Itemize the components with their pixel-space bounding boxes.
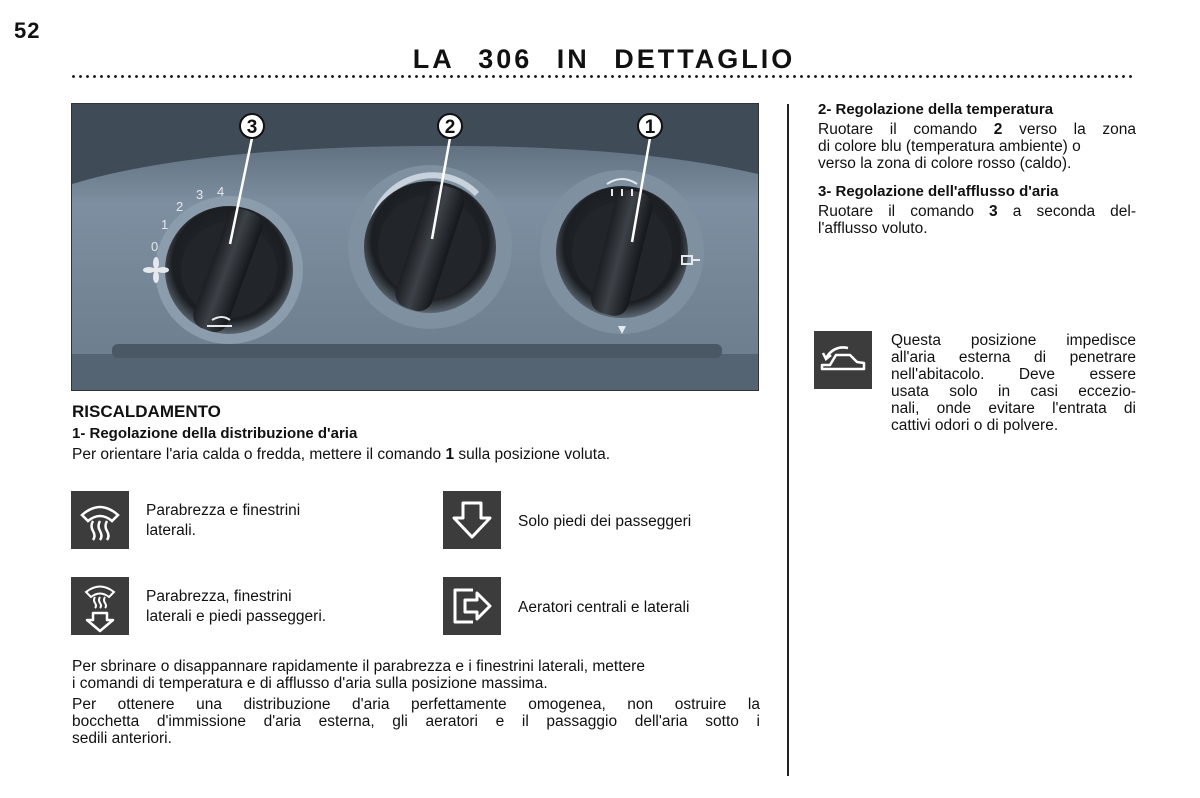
callout-2-label: 2 — [444, 117, 456, 138]
temperature-line-1-bold: 2 — [993, 121, 1003, 138]
temperature-heading: 2- Regolazione della temperatura — [818, 101, 1054, 118]
page-title-text: LA 306 IN DETTAGLIO — [412, 44, 796, 74]
temperature-line-2: di colore blu (temperatura ambiente) o — [818, 138, 1081, 155]
windscreen-demist-icon — [71, 491, 129, 549]
defrost-note — [72, 658, 760, 692]
callout-1-label: 1 — [644, 117, 656, 138]
defrost-note-line-2: i comandi di temperatura e di afflusso d'aria sulla posizione massima. — [72, 675, 548, 692]
fan-scale-4: 4 — [217, 184, 225, 199]
heating-controls-photo — [71, 103, 759, 391]
defrost-note-line-1: Per sbrinare o disappannare rapidamente il parabrezza e i finestrini laterali, mettere — [72, 658, 645, 675]
page-number: 52 — [14, 18, 41, 43]
airflow-line-2: l'afflusso voluto. — [818, 220, 928, 237]
fan-scale-2: 2 — [176, 199, 184, 214]
temperature-line-1a: Ruotare il comando — [818, 121, 994, 138]
section-heading: RISCALDAMENTO — [72, 402, 221, 421]
feet-arrow-down-icon — [443, 491, 501, 549]
temperature-line-1 — [818, 121, 1136, 138]
recirculation-icon-box — [814, 331, 872, 389]
airflow-heading: 3- Regolazione dell'afflusso d'aria — [818, 183, 1059, 200]
mode-windscreen-feet-label-1: Parabrezza, finestrini — [146, 588, 292, 605]
dotted-divider — [70, 74, 1134, 79]
mode-feet-label: Solo piedi dei passeggeri — [518, 513, 692, 530]
temperature-knob — [348, 165, 512, 329]
mode-windscreen-label-2: laterali. — [146, 522, 196, 539]
distribution-intro-a: Per orientare l'aria calda o fredda, mettere il comando — [72, 446, 446, 463]
mode-vents-label: Aeratori centrali e laterali — [518, 599, 690, 616]
airflow-line-1 — [818, 203, 1136, 220]
airflow-line-1b: a seconda del- — [997, 203, 1136, 220]
temperature-line-1b: verso la zona — [1002, 121, 1136, 138]
recirculation-line-2: all'aria esterna di penetrare — [891, 349, 1136, 366]
mode-vents-icon-box — [443, 577, 501, 635]
distribution-note-line-1: Per ottenere una distribuzione d'aria perfettamente omogenea, non ostruire la — [72, 696, 760, 713]
callout-1 — [638, 114, 662, 138]
column-divider — [787, 104, 789, 776]
recirculation-line-3: nell'abitacolo. Deve essere — [891, 366, 1136, 383]
mode-feet-icon-box — [443, 491, 501, 549]
distribution-intro — [72, 446, 610, 463]
mode-windscreen-feet-icon-box — [71, 577, 129, 635]
distribution-knob — [540, 170, 704, 334]
air-recirculation-icon — [814, 331, 872, 389]
distribution-intro-bold: 1 — [445, 446, 455, 463]
distribution-intro-b: sulla posizione voluta. — [454, 446, 611, 463]
recirculation-text — [891, 332, 1136, 434]
distribution-note-line-3: sedili anteriori. — [72, 730, 172, 747]
airflow-text — [818, 203, 1136, 237]
recirculation-line-1: Questa posizione impedisce — [891, 332, 1136, 349]
fan-scale-0: 0 — [151, 239, 159, 254]
mode-windscreen-feet-label — [146, 587, 326, 627]
fan-scale-3: 3 — [196, 187, 204, 202]
mode-windscreen-feet-label-2: laterali e piedi passeggeri. — [146, 608, 327, 625]
distribution-note-line-2: bocchetta d'immissione d'aria esterna, gli aeratori e il passaggio dell'aria sotto i — [72, 713, 760, 730]
temperature-text — [818, 121, 1136, 172]
callout-2 — [438, 114, 462, 138]
page-title — [0, 44, 1200, 75]
recirculation-line-5: nali, onde evitare l'entrata di — [891, 400, 1136, 417]
mode-windscreen-label-1: Parabrezza e finestrini — [146, 502, 301, 519]
recirculation-line-6: cattivi odori o di polvere. — [891, 417, 1059, 434]
windscreen-and-feet-icon — [71, 577, 129, 635]
distribution-note — [72, 696, 760, 747]
callout-3 — [240, 114, 264, 138]
fan-scale-1: 1 — [161, 217, 169, 232]
face-vents-arrow-icon — [443, 577, 501, 635]
airflow-line-1-bold: 3 — [989, 203, 998, 220]
distribution-subheading: 1- Regolazione della distribuzione d'aria — [72, 425, 358, 442]
mode-windscreen-icon-box — [71, 491, 129, 549]
airflow-line-1a: Ruotare il comando — [818, 203, 990, 220]
temperature-line-3: verso la zona di colore rosso (caldo). — [818, 155, 1072, 172]
mode-windscreen-label — [146, 501, 300, 541]
callout-3-label: 3 — [246, 117, 258, 138]
recirculation-line-4: usata solo in casi eccezio- — [891, 383, 1136, 400]
control-panel-illustration — [72, 104, 758, 390]
